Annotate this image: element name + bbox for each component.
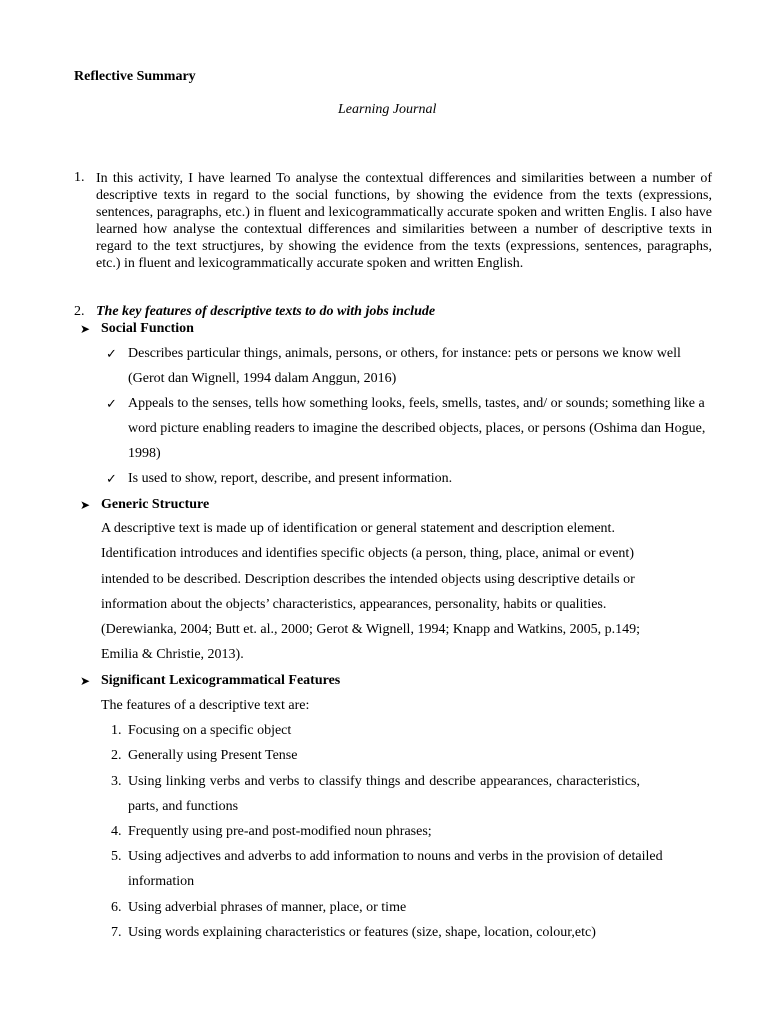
list-item: Focusing on a specific object xyxy=(128,723,292,738)
list-item-number: 5. xyxy=(111,849,122,864)
list-item: Using adjectives and adverbs to add information to nouns and verbs in the provision of detailed information xyxy=(128,849,663,889)
social-function-bullet-3: Is used to show, report, describe, and present information. xyxy=(128,471,453,486)
arrow-bullet-icon: ➤ xyxy=(80,498,91,512)
arrow-bullet-icon: ➤ xyxy=(80,322,91,336)
list-item: Using words explaining characteristics or features (size, shape, location, colour,etc) xyxy=(128,925,596,940)
generic-structure-line: Identification introduces and identifies specific objects (a person, thing, place, animal or event) xyxy=(101,546,634,562)
social-function-bullet-2: Appeals to the senses, tells how something looks, feels, smells, tastes, and/ or sounds; something like a word picture enabling readers to imagine the described objects, places, or persons (Oshima dan Hogue, 1998) xyxy=(128,396,706,461)
lexico-intro: The features of a descriptive text are: xyxy=(101,698,310,713)
social-function-heading: Social Function xyxy=(101,321,194,336)
list-item-number: 3. xyxy=(111,774,122,789)
check-icon: ✓ xyxy=(106,396,117,411)
item-2-heading: The key features of descriptive texts to do with jobs include xyxy=(96,304,436,319)
list-item: Using adverbial phrases of manner, place, or time xyxy=(128,900,407,915)
list-item-number: 1. xyxy=(111,723,122,738)
social-function-bullet-1: Describes particular things, animals, persons, or others, for instance: pets or persons we know well (Gerot dan Wignell, 1994 dalam Anggun, 2016) xyxy=(128,346,681,386)
item-2-number: 2. xyxy=(74,304,85,319)
list-item-number: 6. xyxy=(111,900,122,915)
list-item: Using linking verbs and verbs to classify things and describe appearances, characteristics, parts, and functions xyxy=(128,774,640,814)
generic-structure-line: (Derewianka, 2004; Butt et. al., 2000; Gerot & Wignell, 1994; Knapp and Watkins, 2005, p.149; xyxy=(101,622,641,638)
list-item-number: 7. xyxy=(111,925,122,940)
lexico-heading: Significant Lexicogrammatical Features xyxy=(101,673,341,688)
generic-structure-line: Emilia & Christie, 2013). xyxy=(101,647,244,663)
item-1-paragraph: In this activity, I have learned To analyse the contextual differences and similarities between a number of descriptive texts in regard to the social functions, by showing the evidence from the texts (expressions, sentences, paragraphs, etc.) in fluent and lexicogrammatically accurate spoken and written Englis. I also have learned how analyse the contextual differences and similarities between a number of descriptive texts in regard to the text structjures, by showing the evidence from the texts (expressions, sentences, paragraphs, etc.) in fluent and lexicogrammatically accurate spoken and written English. xyxy=(96,171,712,271)
generic-structure-heading: Generic Structure xyxy=(101,497,210,512)
generic-structure-line: information about the objects’ characteristics, appearances, personality, habits or qualities. xyxy=(101,596,607,612)
list-item: Generally using Present Tense xyxy=(128,748,298,763)
list-item-number: 4. xyxy=(111,824,122,839)
item-1-number: 1. xyxy=(74,170,85,185)
generic-structure-line: intended to be described. Description describes the intended objects using descriptive details or xyxy=(101,571,635,587)
generic-structure-paragraph xyxy=(101,516,718,668)
check-icon: ✓ xyxy=(106,471,117,486)
list-item: Frequently using pre-and post-modified noun phrases; xyxy=(128,824,432,839)
document-title: Reflective Summary xyxy=(74,69,196,84)
list-item-number: 2. xyxy=(111,748,122,763)
generic-structure-line: A descriptive text is made up of identification or general statement and description element. xyxy=(101,521,615,536)
check-icon: ✓ xyxy=(106,346,117,361)
arrow-bullet-icon: ➤ xyxy=(80,674,91,688)
document-subtitle: Learning Journal xyxy=(338,102,437,117)
